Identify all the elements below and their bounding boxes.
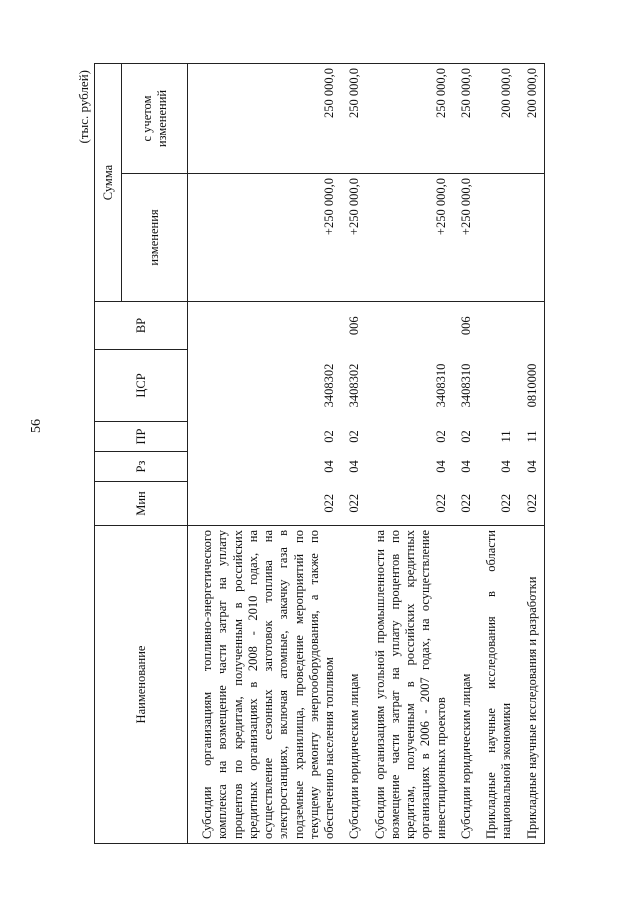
row-pr: 02 [433, 430, 448, 443]
row-changes: +250 000,0 [200, 174, 341, 302]
header-pr: ПР [95, 422, 188, 452]
header-vr: ВР [95, 302, 188, 350]
row-pr: 11 [519, 422, 545, 452]
header-rz: Рз [95, 452, 188, 482]
row-vr [478, 302, 519, 350]
table-row [341, 64, 366, 844]
row-csr: 3408310 [433, 363, 448, 408]
row-pr: 02 [458, 430, 473, 443]
row-pr: 02 [347, 430, 362, 443]
row-csr: 3408310 [458, 363, 473, 408]
header-changes: изменения [122, 174, 188, 302]
row-name: Прикладные научные исследования в области национальной экономики [478, 526, 519, 844]
row-vr: 006 [341, 302, 366, 350]
row-csr: 3408302 [322, 363, 336, 408]
table-row [478, 64, 519, 844]
page-number: 56 [29, 419, 44, 433]
table-row [367, 64, 453, 844]
row-name: Субсидии организациям угольной промышленности на возмещение части затрат на уплату процентов по кредитам, полученным в российских кредитных организациях в 2006 - 2007 годах, на осуществление инвестиционных проектов [367, 526, 453, 844]
row-rz: 04 [347, 460, 362, 473]
row-rz: 04 [499, 460, 514, 473]
row-rz: 04 [458, 460, 473, 473]
header-with-changes: с учетом изменений [122, 64, 188, 174]
budget-table [94, 63, 545, 844]
row-with-changes: 200 000,0 [519, 64, 545, 174]
row-min: 022 [519, 482, 545, 526]
rotated-page-content [70, 50, 590, 850]
row-name: Субсидии организациям топливно-энергетического комплекса на возмещение части затрат на уплату процентов по кредитам, полученным в российских кредитных организациях в 2008 - 2010 годах, на осуществление сезонных заготовок топлива на электростанциях, включая атомные, закачку газа в подземные хранилища, проведение мероприятий по текущему ремонту энергооборудования, а также по обеспечению населения топливом [200, 526, 341, 844]
header-min: Мин [95, 482, 188, 526]
table-row [519, 64, 545, 844]
row-changes: +250 000,0 [341, 174, 366, 302]
row-min: 022 [200, 482, 341, 526]
row-rz: 04 [433, 460, 448, 473]
row-name: Прикладные научные исследования и разработки [519, 526, 545, 844]
row-changes: +250 000,0 [367, 174, 453, 302]
table-row [200, 64, 341, 844]
row-with-changes: 250 000,0 [341, 64, 366, 174]
row-with-changes: 250 000,0 [453, 64, 478, 174]
row-pr: 11 [499, 430, 514, 443]
header-name: Наименование [95, 526, 188, 844]
row-with-changes: 250 000,0 [367, 64, 453, 174]
row-vr [200, 302, 341, 350]
row-rz: 04 [322, 460, 336, 473]
row-with-changes: 200 000,0 [478, 64, 519, 174]
row-changes [478, 174, 519, 302]
row-min: 022 [453, 482, 478, 526]
row-name: Субсидии юридическим лицам [453, 526, 478, 844]
table-row [453, 64, 478, 844]
units-note: (тыс. рублей) [76, 70, 91, 144]
row-min: 022 [341, 482, 366, 526]
row-csr [478, 350, 519, 422]
row-min: 022 [478, 482, 519, 526]
header-sum: Сумма [95, 64, 122, 302]
row-vr: 006 [453, 302, 478, 350]
row-csr: 0810000 [519, 350, 545, 422]
row-with-changes: 250 000,0 [200, 64, 341, 174]
header-csr: ЦСР [95, 350, 188, 422]
row-changes [519, 174, 545, 302]
row-name: Субсидии юридическим лицам [341, 526, 366, 844]
row-vr [367, 302, 453, 350]
row-csr: 3408302 [347, 363, 362, 408]
row-rz: 04 [519, 452, 545, 482]
row-pr: 02 [322, 430, 336, 443]
row-min: 022 [367, 482, 453, 526]
row-vr [519, 302, 545, 350]
row-changes: +250 000,0 [453, 174, 478, 302]
